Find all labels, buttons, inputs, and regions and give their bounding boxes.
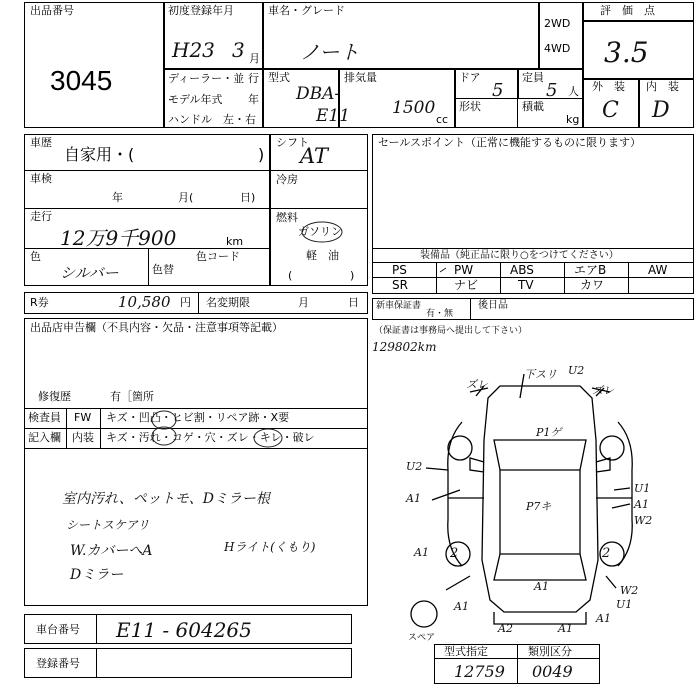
exterior-label: 外 装 — [592, 80, 625, 93]
note-line-2: シートスケアリ — [66, 518, 150, 532]
dealer-unit: 行 — [248, 72, 259, 85]
mark-a1-right: A1 — [634, 498, 649, 511]
body-label: 形状 — [459, 100, 481, 113]
name-value: ノート — [300, 40, 360, 64]
mark-w2-right: W2 — [634, 514, 653, 527]
fuel-paren-close: ) — [350, 269, 355, 282]
mark-u2-top: U2 — [568, 364, 585, 377]
handle-label: ハンドル 左・右 — [168, 113, 256, 126]
fw-label: FW — [74, 411, 92, 424]
history-label: 車歴 — [30, 136, 52, 149]
wheel-front-right — [600, 436, 624, 460]
first-reg-value: H23 — [172, 38, 215, 62]
model-year-label: モデル年式 — [168, 93, 223, 106]
spare-tire — [411, 601, 437, 627]
equip-abs: ABS — [510, 263, 534, 277]
interior-value: D — [652, 98, 670, 123]
recycle-unit: 円 — [180, 296, 191, 309]
fuel-diesel: 軽 油 — [306, 249, 339, 262]
recycle-label: R券 — [30, 296, 49, 309]
spare-label: スペア — [408, 633, 436, 643]
history-value: 自家用・( — [64, 145, 135, 164]
mark-p7: P7キ — [526, 500, 552, 513]
mark-a1-bottom-right: A1 — [558, 622, 573, 635]
exterior-value: C — [602, 98, 619, 123]
first-reg-label: 初度登録年月 — [168, 4, 234, 17]
grade-value: 3.5 — [604, 36, 649, 69]
fuel-label: 燃料 — [276, 211, 298, 224]
fuel-paren-open: ( — [288, 269, 293, 282]
load-label: 積載 — [522, 100, 544, 113]
history-close: ) — [258, 145, 265, 164]
class-label: 類別区分 — [528, 645, 572, 658]
mark-a2: A2 — [498, 622, 513, 635]
wheel-rear-left — [446, 542, 470, 566]
type-cert-value: 12759 — [454, 662, 505, 681]
equip-ps: PS — [392, 263, 407, 277]
shift-value: AT — [300, 144, 329, 168]
mark-u1-right: U1 — [634, 482, 651, 495]
displacement-value: 1500 — [392, 98, 436, 118]
equip-aw: AW — [648, 263, 668, 277]
ac-label: 冷房 — [276, 173, 298, 186]
equip-leather: カワ — [580, 278, 605, 292]
chassis-label: 車台番号 — [36, 623, 80, 636]
interior-items: キズ・汚れ・コゲ・穴・ズレ・キレ・破レ — [106, 431, 315, 444]
capacity-unit: 人 — [568, 85, 579, 98]
mark-w2-bottom: W2 — [620, 584, 639, 597]
name-change-label: 名変期限 — [206, 296, 250, 309]
notes-label: 出品店申告欄（不具内容・欠品・注意事項等記載） — [30, 321, 283, 334]
recorder-label: 記入欄 — [28, 431, 61, 444]
model-year-unit: 年 — [248, 93, 259, 106]
recycle-value: 10,580 — [118, 293, 171, 311]
fw-items: キズ・凹凸・ヒビ割・リペア跡・X要 — [106, 411, 290, 424]
mark-u2-left: U2 — [406, 460, 423, 473]
lot-label: 出品番号 — [30, 4, 74, 17]
note-line-1: 室内汚れ、ペットモ、Dミラー根 — [62, 491, 270, 507]
type-value-1: DBA- — [296, 84, 341, 104]
equip-airbag: エアB — [574, 263, 607, 277]
inspection-label: 車検 — [30, 172, 52, 185]
mark-2-right: 2 — [602, 546, 611, 561]
note-line-3b: Hライト(くもり) — [224, 540, 316, 554]
mileage-value: 12万9千900 — [60, 226, 177, 250]
interior-label: 内 装 — [646, 80, 679, 93]
door-value: 5 — [492, 80, 504, 101]
diagram-note-label: （保証書は事務局へ提出して下さい） — [374, 326, 528, 336]
fuel-gasoline: ガソリン — [298, 225, 342, 238]
capacity-value: 5 — [546, 80, 558, 101]
name-change-day: 日 — [348, 296, 359, 309]
mark-u1-bottom: U1 — [616, 598, 633, 611]
displacement-label: 排気量 — [344, 71, 377, 84]
name-change-month: 月 — [298, 296, 309, 309]
wheel-front-left — [448, 436, 472, 460]
mark-a1-bottom-left: A1 — [454, 600, 469, 613]
car-windshield — [494, 440, 586, 470]
mark-a1-bottom-2: A1 — [596, 612, 611, 625]
equipment-label: 装備品（純正品に限り○をつけてください） — [420, 250, 619, 261]
lot-number: 3045 — [50, 65, 113, 96]
warranty-opts: 有・無 — [426, 309, 454, 319]
warranty-label: 新車保証書 — [376, 301, 422, 311]
mileage-label: 走行 — [30, 210, 52, 223]
repair-value: 有［箇所 — [110, 390, 154, 403]
class-value: 0049 — [532, 662, 573, 681]
shift-label: シフト — [276, 136, 309, 149]
inspection-month: 月( — [178, 191, 194, 204]
drive-4wd: 4WD — [544, 42, 571, 55]
wheel-rear-right — [600, 542, 624, 566]
month-unit: 月 — [249, 52, 260, 65]
name-label: 車名・グレード — [268, 4, 345, 17]
diagram-note-value: 129802km — [372, 340, 437, 354]
mark-zure-2: ズレ — [592, 384, 614, 397]
after-date-label: 後日品 — [478, 300, 508, 311]
reg-label: 登録番号 — [36, 657, 80, 670]
type-value-2: E11 — [316, 106, 351, 126]
first-reg-month: 3 — [232, 38, 245, 62]
mark-a1-bottom-mid: A1 — [534, 580, 549, 593]
mark-a1-left-2: A1 — [414, 546, 429, 559]
note-line-4: Dミラー — [70, 567, 124, 583]
mark-shitasuri: 下スリ — [524, 368, 557, 381]
inspection-day: 日) — [240, 191, 256, 204]
sales-label: セールスポイント（正常に機能するものに限ります） — [378, 136, 642, 149]
equip-pw: PW — [454, 263, 474, 277]
type-label: 型式 — [268, 71, 290, 84]
mileage-unit: km — [226, 235, 244, 248]
recolor-label: 色替 — [152, 263, 174, 276]
load-unit: kg — [566, 113, 580, 126]
color-label: 色 — [30, 250, 41, 263]
inspection-year: 年 — [112, 191, 123, 204]
mark-a1-left: A1 — [406, 492, 421, 505]
mark-2-left: 2 — [450, 546, 459, 561]
mark-zure-1: ズレ — [466, 378, 488, 391]
interior-check-label: 内装 — [72, 431, 94, 444]
mark-p1: P1ゲ — [536, 426, 562, 439]
car-rear-window — [494, 554, 586, 580]
grade-label: 評 価 点 — [600, 4, 655, 17]
equip-tv: TV — [518, 278, 534, 292]
displacement-unit: cc — [436, 113, 449, 126]
color-value: シルバー — [60, 264, 119, 282]
drive-2wd: 2WD — [544, 17, 571, 30]
equip-sr: SR — [392, 278, 408, 292]
note-line-3: W.カバーへA — [70, 543, 153, 559]
color-code-label: 色コード — [196, 250, 240, 263]
chassis-value: E11 - 604265 — [116, 618, 252, 642]
door-label: ドア — [459, 71, 481, 84]
dealer-label: ディーラー・並 — [168, 72, 245, 85]
type-cert-label: 型式指定 — [444, 645, 488, 658]
equip-navi: ナビ — [454, 278, 479, 292]
capacity-label: 定員 — [522, 71, 544, 84]
repair-label: 修復歴 — [38, 390, 71, 403]
inspector-label: 検査員 — [28, 411, 61, 424]
